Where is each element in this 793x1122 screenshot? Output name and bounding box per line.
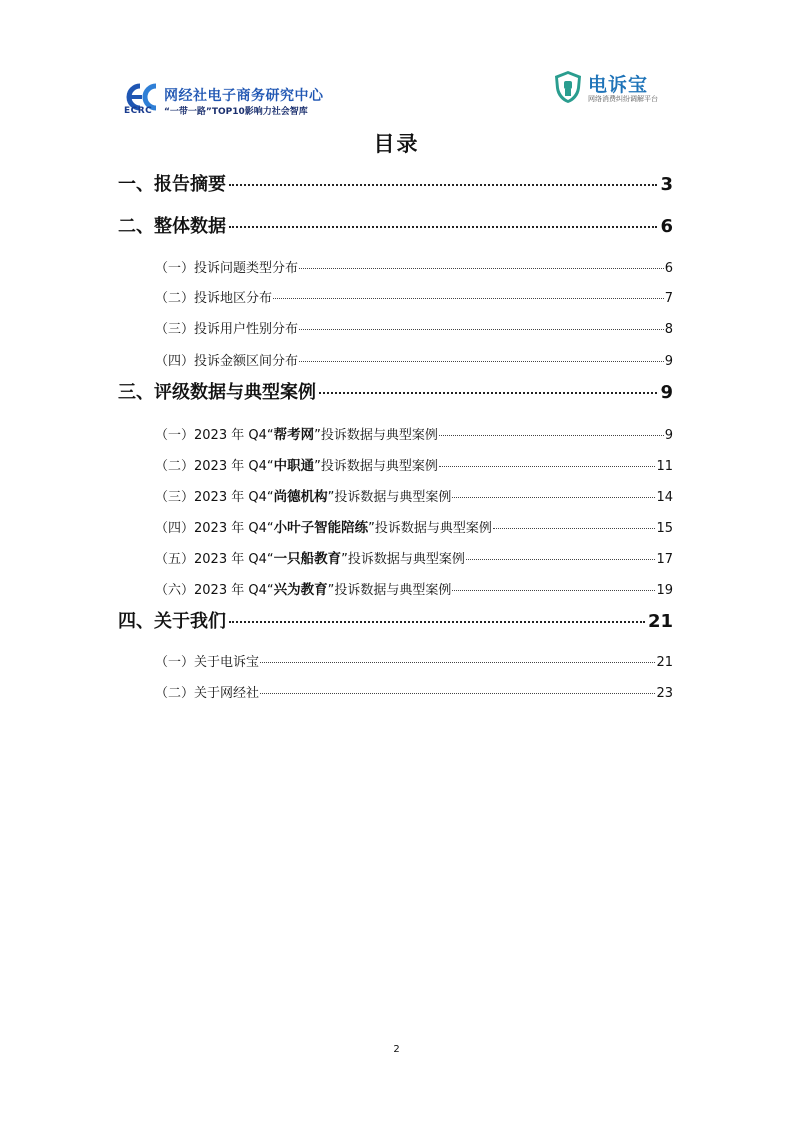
leader-dots: [229, 226, 657, 228]
toc-item-complaint-gender[interactable]: [155, 318, 673, 337]
toc-page-number: 17: [656, 552, 673, 567]
company-name: 兴为教育: [273, 582, 328, 598]
logo-org-name: 网经社电子商务研究中心: [164, 88, 324, 104]
toc-page-number: 6: [660, 216, 673, 237]
leader-dots: [273, 298, 664, 299]
logo-slogan: “一带一路”TOP10影响力社会智库: [164, 107, 308, 117]
toc-page-number: 9: [664, 428, 673, 443]
company-name: 一只船教育: [273, 551, 342, 567]
toc-section-label: 四、关于我们: [118, 611, 226, 632]
company-name: 小叶子智能陪练: [273, 520, 369, 536]
leader-dots: [319, 392, 657, 394]
leader-dots: [452, 497, 655, 498]
toc-page-number: 14: [656, 490, 673, 505]
toc-section-summary[interactable]: [118, 170, 673, 196]
toc-page-number: 3: [660, 174, 673, 195]
leader-dots: [229, 184, 657, 186]
leader-dots: [299, 361, 664, 362]
shield-fist-icon: [554, 70, 582, 104]
toc-page-number: 23: [656, 686, 673, 701]
toc-item-label: （三）投诉用户性别分布: [155, 322, 299, 337]
toc-item-case-zhongzhitong[interactable]: [155, 454, 673, 474]
toc-item-label: （六）2023 年 Q4“兴为教育”投诉数据与典型案例: [155, 582, 452, 598]
leader-dots: [439, 466, 656, 467]
toc-section-label: 三、评级数据与典型案例: [118, 382, 316, 403]
toc-item-label: （五）2023 年 Q4“一只船教育”投诉数据与典型案例: [155, 551, 465, 567]
page-number: 2: [393, 1044, 400, 1055]
toc-section-label: 二、整体数据: [118, 216, 226, 237]
leader-dots: [466, 559, 656, 560]
logo-brand-subtitle: 网络消费纠纷调解平台: [588, 95, 658, 103]
toc-item-case-shangde[interactable]: [155, 485, 673, 505]
company-name: 尚德机构: [273, 489, 328, 505]
toc-section-ratings-cases[interactable]: [118, 378, 673, 404]
toc-item-about-dianshubao[interactable]: [155, 651, 673, 670]
toc-page-number: 21: [656, 655, 673, 670]
toc-page-number: 9: [664, 354, 673, 369]
logo-abbr: ECRC: [124, 106, 153, 116]
toc-item-about-wangjingshe[interactable]: [155, 682, 673, 701]
toc-item-complaint-type[interactable]: [155, 257, 673, 276]
toc-page-number: 7: [664, 291, 673, 306]
toc-page-number: 19: [656, 583, 673, 598]
toc-item-label: （二）关于网经社: [155, 686, 260, 701]
leader-dots: [260, 693, 655, 694]
toc-page-number: 11: [656, 459, 673, 474]
ecrc-logo: [122, 80, 362, 120]
toc-page-number: 8: [664, 322, 673, 337]
company-name: 帮考网: [273, 427, 315, 443]
toc-page-number: 9: [660, 382, 673, 403]
toc-item-label: （一）关于电诉宝: [155, 655, 260, 670]
toc-title: 目录: [373, 132, 420, 156]
toc-page-number: 21: [647, 611, 673, 632]
toc-item-label: （一）2023 年 Q4“帮考网”投诉数据与典型案例: [155, 427, 438, 443]
leader-dots: [299, 268, 664, 269]
toc-item-label: （三）2023 年 Q4“尚德机构”投诉数据与典型案例: [155, 489, 452, 505]
leader-dots: [299, 329, 664, 330]
toc-section-about-us[interactable]: [118, 607, 673, 633]
toc-item-complaint-amount[interactable]: [155, 350, 673, 369]
toc-item-case-xingwei[interactable]: [155, 578, 673, 598]
toc-item-label: （二）2023 年 Q4“中职通”投诉数据与典型案例: [155, 458, 438, 474]
toc-item-complaint-region[interactable]: [155, 287, 673, 306]
toc-item-case-xiaoyezi[interactable]: [155, 516, 673, 536]
toc-section-overall-data[interactable]: [118, 212, 673, 238]
leader-dots: [439, 435, 664, 436]
toc-section-label: 一、报告摘要: [118, 174, 226, 195]
leader-dots: [493, 528, 656, 529]
toc-item-case-bangkaowang[interactable]: [155, 423, 673, 443]
leader-dots: [452, 590, 655, 591]
leader-dots: [260, 662, 655, 663]
logo-brand-name: 电诉宝: [588, 74, 649, 96]
toc-item-label: （二）投诉地区分布: [155, 291, 273, 306]
toc-item-label: （四）2023 年 Q4“小叶子智能陪练”投诉数据与典型案例: [155, 520, 492, 536]
toc-page-number: 15: [656, 521, 673, 536]
toc-page-number: 6: [664, 261, 673, 276]
dianshubao-logo: [554, 70, 674, 110]
toc-item-label: （四）投诉金额区间分布: [155, 354, 299, 369]
toc-item-label: （一）投诉问题类型分布: [155, 261, 299, 276]
company-name: 中职通: [273, 458, 315, 474]
leader-dots: [229, 621, 645, 623]
toc-item-case-yizhichuan[interactable]: [155, 547, 673, 567]
